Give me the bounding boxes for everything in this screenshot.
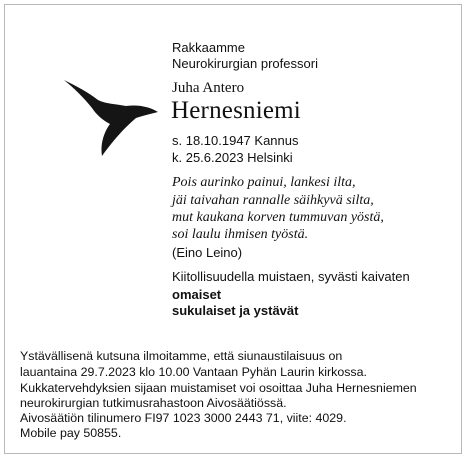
mourners-group-1: omaiset	[172, 287, 222, 302]
surname: Hernesniemi	[171, 97, 301, 124]
poem-line-4: soi laulu ihmisen työstä.	[172, 227, 309, 242]
poem-author: (Eino Leino)	[172, 245, 243, 260]
birth-info: s. 18.10.1947 Kannus	[172, 133, 299, 148]
death-info: k. 25.6.2023 Helsinki	[172, 150, 293, 165]
mourners-group-2: sukulaiset ja ystävät	[172, 303, 299, 318]
poem-line-1: Pois aurinko painui, lankesi ilta,	[172, 175, 356, 190]
intro-line-2: Neurokirurgian professori	[172, 56, 318, 71]
mourners-intro: Kiitollisuudella muistaen, syvästi kaivaten	[172, 269, 410, 284]
first-names: Juha Antero	[172, 80, 245, 96]
footer-line-3: Kukkatervehdyksien sijaan muistamiset voi osoittaa Juha Hernesniemen	[20, 381, 417, 395]
intro-line-1: Rakkaamme	[172, 40, 245, 55]
footer-line-2: lauantaina 29.7.2023 klo 10.00 Vantaan Pyhän Laurin kirkossa.	[20, 365, 367, 379]
footer-line-6: Mobile pay 50855.	[20, 426, 122, 440]
footer-line-5: Aivosäätiön tilinumero FI97 1023 3000 2443 71, viite: 4029.	[20, 411, 347, 425]
poem-line-3: mut kaukana korven tummuvan yöstä,	[172, 210, 384, 225]
swallow-bird-icon	[62, 74, 162, 164]
footer-line-1: Ystävällisenä kutsuna ilmoitamme, että siunaustilaisuus on	[20, 349, 343, 363]
poem-line-2: jäi taivahan rannalle säihkyvä silta,	[172, 193, 374, 208]
footer-line-4: neurokirurgian tutkimusrahastoon Aivosäätiössä.	[20, 396, 287, 410]
